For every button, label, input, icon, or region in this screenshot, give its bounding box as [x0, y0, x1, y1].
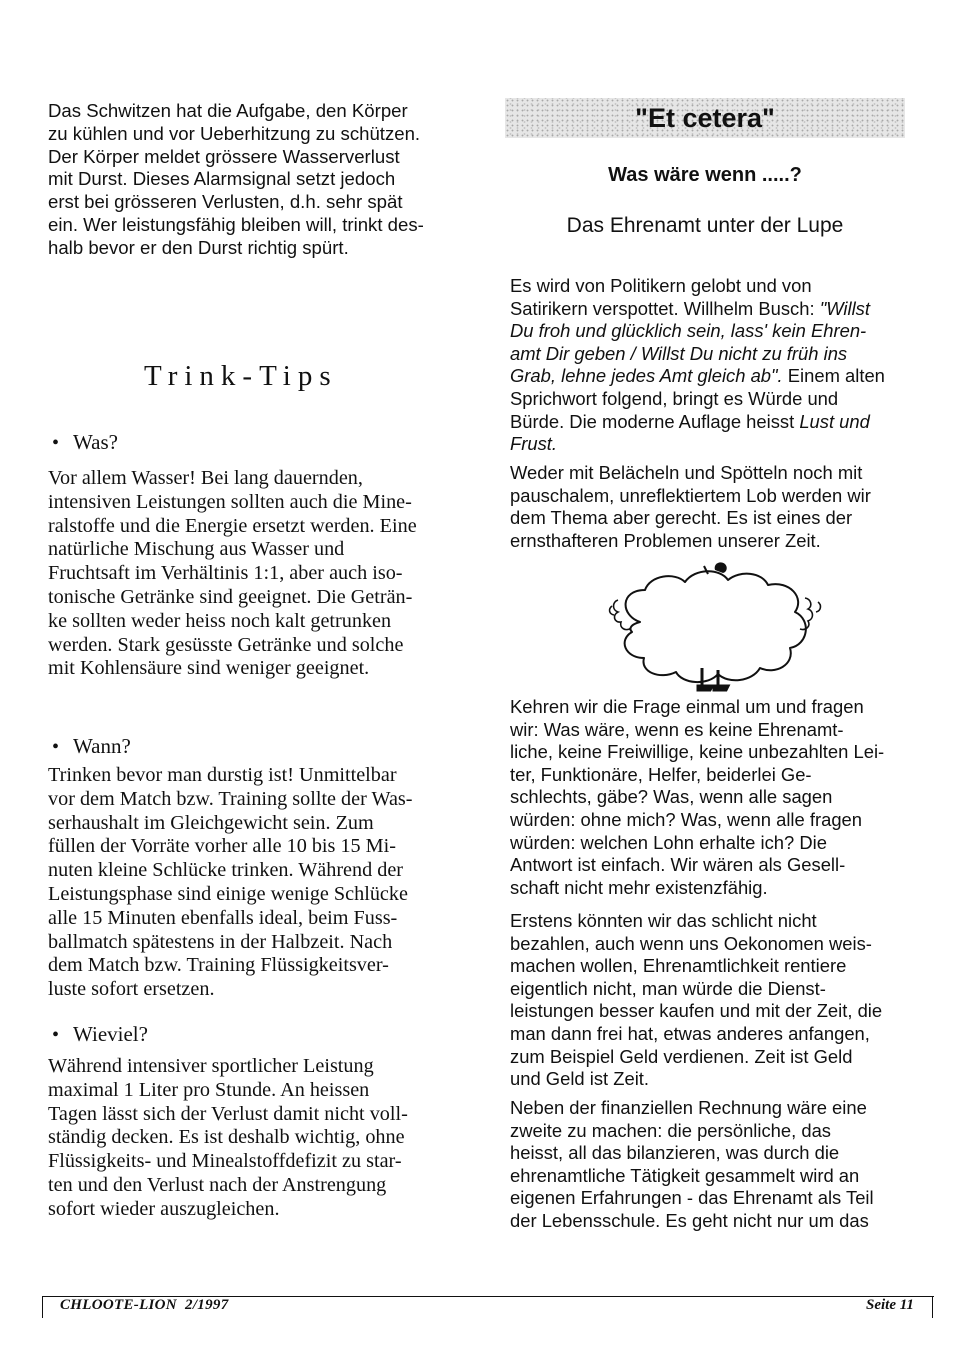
text-line: Trinken bevor man durstig ist! Unmittelbar — [48, 764, 397, 786]
text-line: machen wollen, Ehrenamtlichkeit rentiere — [510, 955, 847, 977]
text-line: natürliche Mischung aus Wasser und — [48, 538, 345, 561]
text-line: ter, Funktionäre, Helfer, beiderlei Ge- — [510, 763, 812, 785]
text-line: heisst, all das bilanzieren, was durch die — [510, 1142, 840, 1164]
text-line: leistungen besser kaufen und mit der Zeit, die — [510, 1000, 883, 1022]
text-line: tonische Getränke sind geeignet. Die Geträn- — [48, 585, 413, 608]
paragraph-5 — [510, 1097, 908, 1233]
text-line: Vor allem Wasser! Bei lang dauernden, — [48, 467, 363, 489]
text-line: würden: ohne mich? Was, wenn alle fragen — [510, 808, 862, 830]
article-title: Das Ehrenamt unter der Lupe — [566, 214, 844, 237]
text-line: dem Match bzw. Training Flüssigkeitsver- — [48, 954, 389, 977]
banner-title: "Et cetera" — [635, 103, 775, 133]
text-line: intensiven Leistungen sollten auch die Mine- — [48, 490, 412, 513]
text-line: schaft nicht mehr existenzfähig. — [510, 876, 768, 898]
text-line: eigenen Erfahrungen - das Ehrenamt als Teil — [510, 1187, 874, 1209]
section-heading-wieviel — [52, 1022, 148, 1047]
article-subtitle: Was wäre wenn .....? — [608, 164, 802, 186]
text-line: Antwort ist einfach. Wir wären als Gesell- — [510, 854, 846, 876]
text-line: Flüssigkeits- und Minealstoffdefizit zu star- — [48, 1150, 402, 1173]
text-line: mit Durst. Dieses Alarmsignal setzt jedoch — [48, 168, 396, 190]
paragraph-2 — [510, 462, 908, 552]
heading-label: Wann? — [73, 734, 131, 758]
text-line: Fruchtsaft im Verhältinis 1:1, aber auch iso- — [48, 562, 403, 585]
text-line: würden: welchen Lohn erhalte ich? Die — [510, 831, 827, 853]
bullet-icon: • — [52, 432, 60, 454]
heading-label: Was? — [73, 430, 118, 454]
section-heading-was — [52, 430, 118, 455]
text-line: ke sollten weder heiss noch kalt getrunken — [48, 609, 392, 632]
text-line: pauschalem, unreflektiertem Lob werden wir — [510, 484, 871, 506]
text-line: wir: Was wäre, wenn es keine Ehrenamt- — [510, 718, 844, 740]
text-line: schlechts, gäbe? Was, wenn alle sagen — [510, 786, 833, 808]
sheep-cloud-illustration — [590, 560, 840, 695]
text-line: maximal 1 Liter pro Stunde. An heissen — [48, 1078, 370, 1101]
text-line: zu kühlen und vor Ueberhitzung zu schützen. — [48, 122, 421, 144]
wann-paragraph — [48, 764, 445, 1002]
quote-line: amt Dir geben / Willst Du nicht zu früh ins — [510, 342, 848, 364]
text-line: vor dem Match bzw. Training sollte der Was- — [48, 787, 413, 810]
text-line: Leistungsphase sind einige wenige Schlücke — [48, 882, 408, 905]
text-line: Es wird von Politikern gelobt und von — [510, 275, 812, 296]
text-fragment: Satirikern verspottet. Willhelm Busch: — [510, 297, 820, 319]
text-line: alle 15 Minuten ebenfalls ideal, beim Fuss- — [48, 906, 398, 929]
text-line: Tagen lässt sich der Verlust damit nicht voll- — [48, 1102, 408, 1125]
bullet-icon: • — [52, 736, 60, 758]
text-line: erst bei grösseren Verlusten, d.h. sehr spät — [48, 191, 403, 213]
text-line: und Geld ist Zeit. — [510, 1068, 650, 1090]
text-line: ein. Wer leistungsfähig bleiben will, trinkt des- — [48, 213, 424, 235]
footer-page-number: Seite 11 — [866, 1297, 914, 1313]
text-line: werden. Stark gesüsste Getränke und solche — [48, 633, 404, 656]
text-line: ralstoffe und die Energie ersetzt werden. Eine — [48, 514, 417, 537]
text-line: halb bevor er den Durst richtig spürt. — [48, 236, 349, 258]
intro-paragraph — [48, 100, 446, 260]
text-line: Frust. — [510, 433, 558, 455]
wieviel-paragraph — [48, 1055, 445, 1222]
text-line: ehrenamtliche Tätigkeit gesammelt wird an — [510, 1164, 860, 1186]
heading-label: Wieviel? — [73, 1022, 148, 1046]
text-fragment: Bürde. Die moderne Auflage heisst — [510, 410, 800, 432]
text-line: ständig decken. Es ist deshalb wichtig, ohne — [48, 1126, 405, 1149]
text-line: dem Thema aber gerecht. Es ist eines der — [510, 507, 853, 529]
text-line: Das Schwitzen hat die Aufgabe, den Körper — [48, 100, 408, 121]
text-line — [510, 298, 908, 321]
text-line: füllen der Vorräte vorher alle 10 bis 15 Mi- — [48, 835, 396, 858]
text-line: Kehren wir die Frage einmal um und fragen — [510, 696, 864, 717]
was-paragraph — [48, 467, 445, 681]
text-fragment: Einem alten — [782, 365, 885, 387]
section-heading-wann — [52, 734, 131, 759]
text-line: eigentlich nicht, man würde die Dienst- — [510, 977, 826, 999]
footer-rule-left — [42, 1296, 43, 1318]
text-line: zweite zu machen: die persönliche, das — [510, 1119, 831, 1141]
footer-publication: CHLOOTE-LION 2/1997 — [60, 1297, 229, 1313]
footer-rule-right — [932, 1296, 933, 1318]
trink-tips-heading: Trink-Tips — [144, 360, 338, 392]
text-line: ten und den Verlust nach der Anstrengung — [48, 1173, 387, 1196]
text-line: luste sofort ersetzen. — [48, 978, 215, 1001]
text-line: sofort wieder auszugleichen. — [48, 1197, 280, 1220]
text-line: Während intensiver sportlicher Leistung — [48, 1055, 374, 1077]
text-line: bezahlen, auch wenn uns Oekonomen weis- — [510, 932, 872, 954]
text-line: Der Körper meldet grössere Wasserverlust — [48, 145, 400, 167]
text-line: serhaushalt im Gleichgewicht sein. Zum — [48, 811, 374, 834]
text-line: mit Kohlensäure sind weniger geeignet. — [48, 657, 370, 680]
text-line: Neben der finanziellen Rechnung wäre eine — [510, 1097, 867, 1118]
text-line: Erstens könnten wir das schlicht nicht — [510, 910, 817, 931]
text-line: nuten kleine Schlücke trinken. Während der — [48, 859, 404, 882]
text-line — [510, 411, 908, 434]
paragraph-4 — [510, 910, 908, 1091]
paragraph-intro — [510, 275, 908, 456]
quote-fragment: Grab, lehne jedes Amt gleich ab". — [510, 365, 783, 387]
text-line: man dann frei hat, etwas anderes anfangen, — [510, 1022, 870, 1044]
text-line: zum Beispiel Geld verdienen. Zeit ist Geld — [510, 1045, 853, 1067]
text-line: der Lebensschule. Es geht nicht nur um das — [510, 1209, 869, 1231]
text-line: ernsthafteren Problemen unserer Zeit. — [510, 529, 821, 551]
text-line: Sprichwort folgend, bringt es Würde und — [510, 387, 839, 409]
quote-fragment: "Willst — [819, 297, 870, 319]
text-line: Weder mit Belächeln und Spötteln noch mit — [510, 462, 863, 483]
quote-line: Du froh und glücklich sein, lass' kein Ehren- — [510, 320, 867, 342]
text-line: liche, keine Freiwillige, keine unbezahlten Lei- — [510, 741, 885, 763]
paragraph-3 — [510, 696, 908, 899]
bullet-icon: • — [52, 1024, 60, 1046]
text-line: ballmatch spätestens in der Halbzeit. Nach — [48, 930, 393, 953]
emphasis-fragment: Lust und — [799, 410, 870, 432]
text-line — [510, 365, 908, 388]
